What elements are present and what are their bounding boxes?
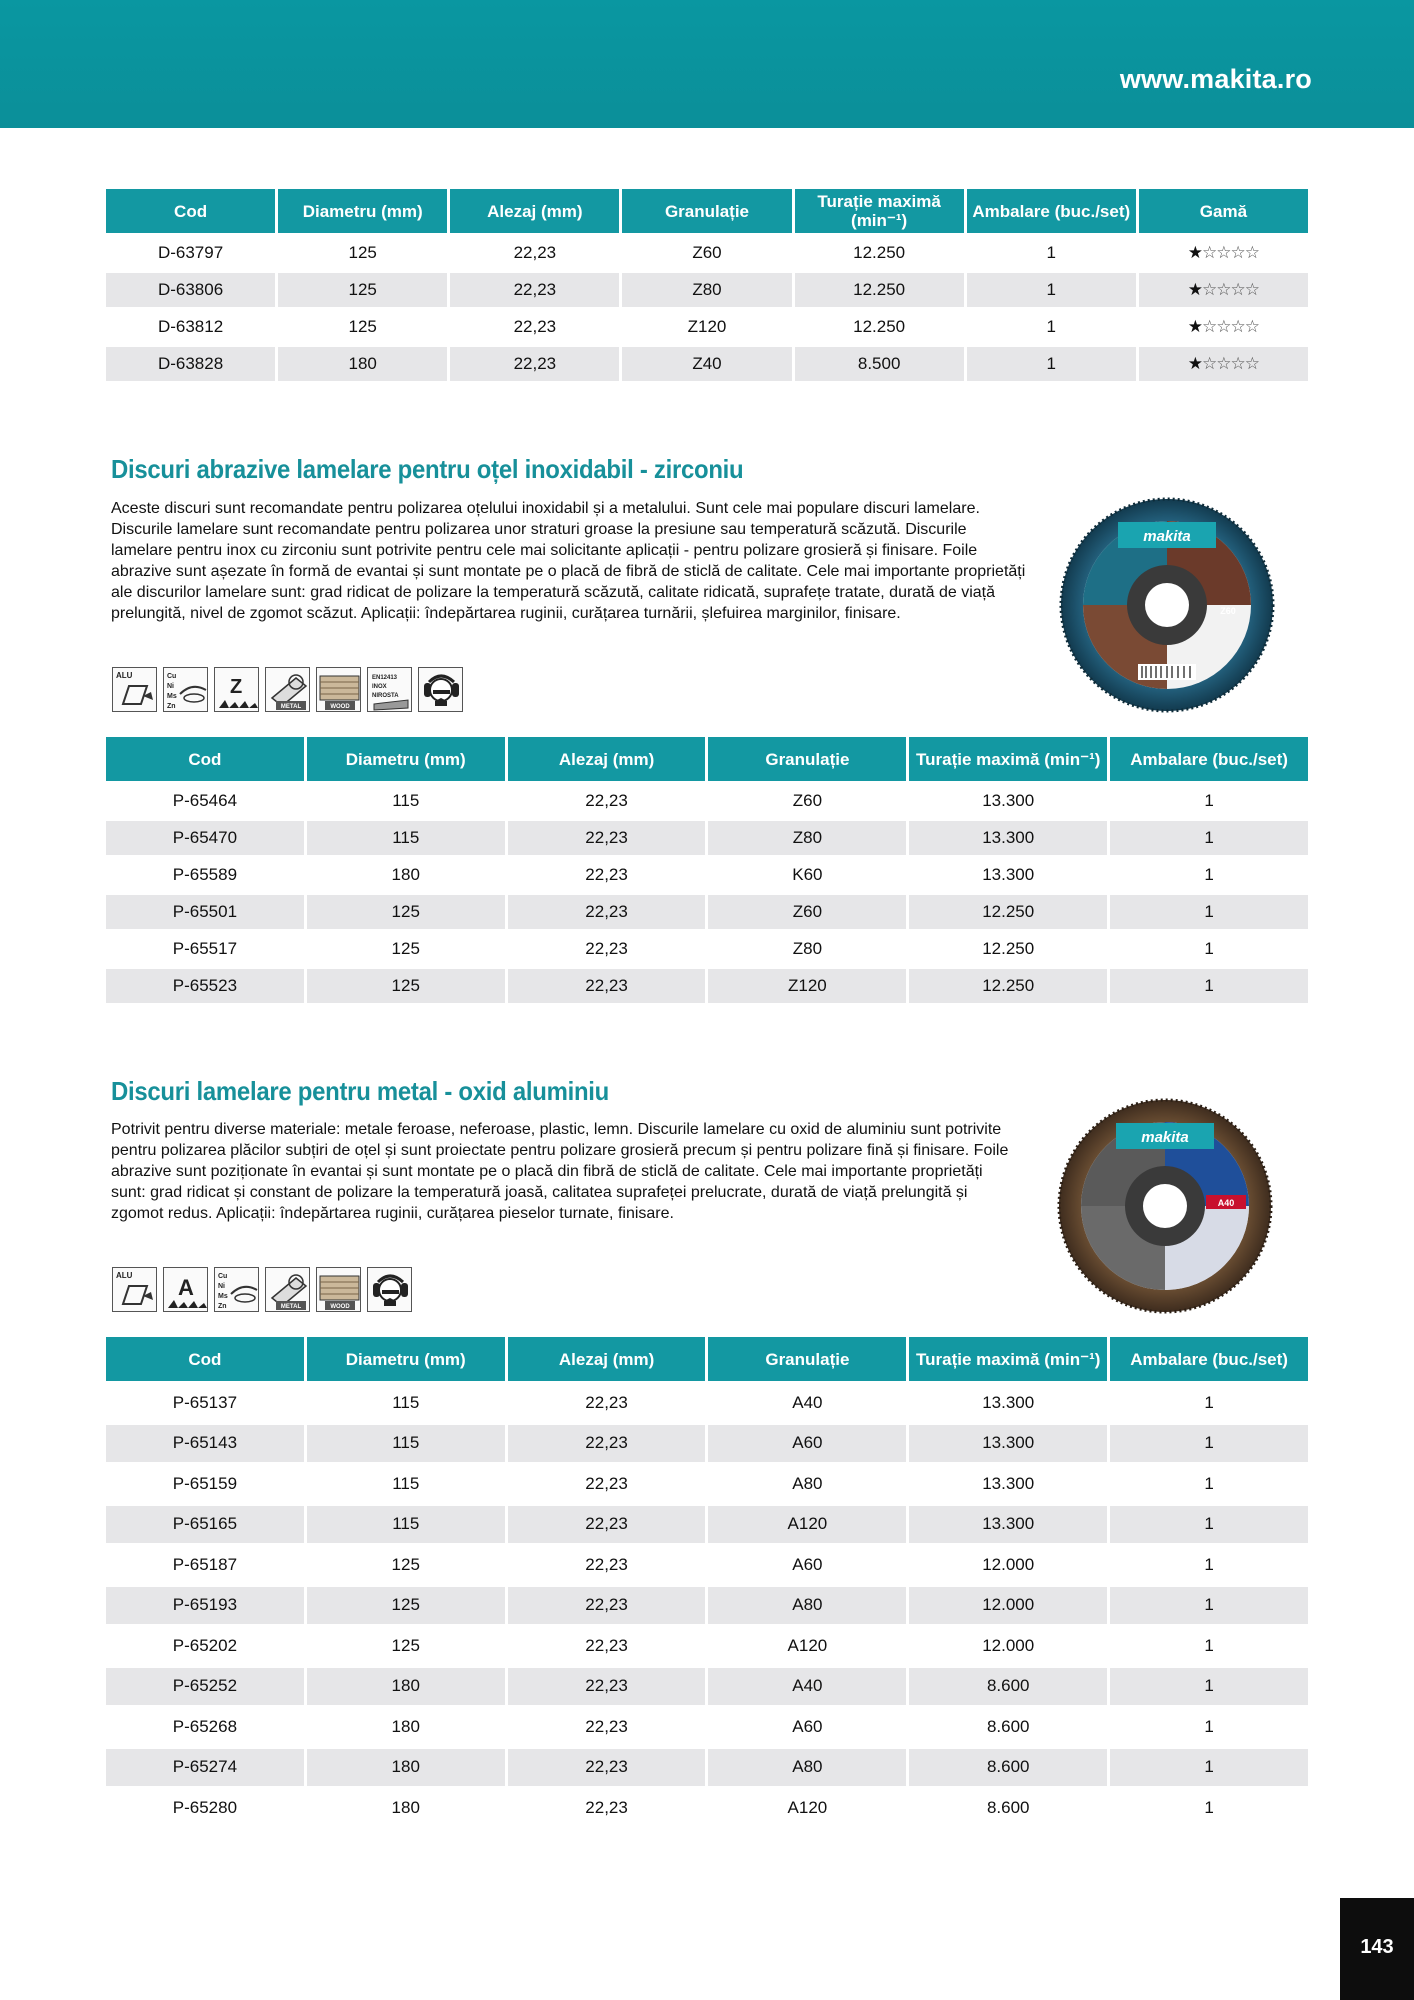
- column-header: Cod: [106, 189, 275, 236]
- table-row: [106, 1465, 1308, 1506]
- table-cell: 1: [1110, 784, 1308, 821]
- table-row: [106, 1668, 1308, 1709]
- table-cell: P-65252: [106, 1668, 304, 1709]
- table-cell: P-65159: [106, 1465, 304, 1506]
- column-header: Gamă: [1139, 189, 1308, 236]
- table-cell: 115: [307, 1384, 505, 1425]
- table-cell: 1: [967, 273, 1136, 310]
- rating-cell: [1139, 347, 1308, 384]
- star-empty-icon: ☆: [1244, 243, 1260, 262]
- table-cell: 1: [1110, 1546, 1308, 1587]
- table-cell: P-65517: [106, 932, 304, 969]
- table-cell: 12.250: [909, 895, 1107, 932]
- inox-standard-icon: [367, 667, 412, 712]
- table-row: [106, 821, 1308, 858]
- column-header: Turație maximă (min⁻¹): [795, 189, 964, 236]
- table-row: [106, 1506, 1308, 1547]
- table-header-row: [106, 189, 1308, 236]
- table-cell: Z40: [622, 347, 791, 384]
- table-cell: P-65470: [106, 821, 304, 858]
- column-header: Ambalare (buc./set): [1110, 1337, 1308, 1384]
- table-cell: 12.250: [909, 932, 1107, 969]
- table-cell: P-65202: [106, 1627, 304, 1668]
- star-filled-icon: ★: [1187, 280, 1203, 299]
- icon-label: Ni: [167, 683, 174, 690]
- table-cell: 180: [307, 1789, 505, 1830]
- table-cell: 1: [1110, 1425, 1308, 1466]
- column-header: Cod: [106, 1337, 304, 1384]
- star-empty-icon: ☆: [1230, 317, 1245, 336]
- table-cell: P-65589: [106, 858, 304, 895]
- star-rating-icon: [1188, 354, 1259, 373]
- section-title-zirconium: Discuri abrazive lamelare pentru oțel inoxidabil - zirconiu: [111, 454, 744, 484]
- table-cell: 115: [307, 1465, 505, 1506]
- table-cell: 13.300: [909, 858, 1107, 895]
- icon-label: Cu: [218, 1273, 228, 1280]
- star-empty-icon: ☆: [1202, 243, 1217, 262]
- table-row: [106, 1749, 1308, 1790]
- disc-grit-text: Z60: [1220, 606, 1236, 616]
- table-cell: Z80: [708, 821, 906, 858]
- alu-icon: [112, 667, 157, 712]
- star-empty-icon: ☆: [1216, 243, 1231, 262]
- column-header: Diametru (mm): [278, 189, 447, 236]
- column-header: Granulație: [622, 189, 791, 236]
- icon-label: EN12413: [372, 675, 398, 681]
- table-cell: 180: [278, 347, 447, 384]
- column-header: Turație maximă (min⁻¹): [909, 1337, 1107, 1384]
- table-cell: P-65274: [106, 1749, 304, 1790]
- disc-brand-text: makita: [1141, 1129, 1189, 1146]
- star-empty-icon: ☆: [1244, 317, 1260, 336]
- table-cell: D-63797: [106, 236, 275, 273]
- section-description-aluminium-oxide: Potrivit pentru diverse materiale: metale feroase, neferoase, plastic, lemn. Discurile lamelare cu oxid de aluminiu sunt potrivite pentru polizarea plăcilor subțiri de oțel și sunt proiectate pentru polizare grosieră precum și pentru polizare fină și finisare. Foile abrazive sunt poziționate în evantai și sunt montate pe o placă din fibră de sticlă de calitate. Cele mai importante proprietăți sunt: grad ridicat și constant de polizare la temperatură joasă, calitatea suprafeței prelucrate, durată de viață prelungită și zgomot redus. Aplicații: îndepărtarea ruginii, curățarea pieselor turnate, finisare.: [111, 1121, 1009, 1222]
- table-cell: 125: [307, 932, 505, 969]
- cu-ni-ms-zn-icon: [163, 667, 208, 712]
- table-row: [106, 784, 1308, 821]
- table-cell: A80: [708, 1465, 906, 1506]
- table-row: [106, 1384, 1308, 1425]
- table-cell: 180: [307, 1668, 505, 1709]
- table-cell: 125: [278, 273, 447, 310]
- table-cell: 22,23: [508, 1506, 706, 1547]
- table-cell: 22,23: [508, 895, 706, 932]
- table-cell: K60: [708, 858, 906, 895]
- table-cell: Z120: [708, 969, 906, 1006]
- table-cell: A80: [708, 1587, 906, 1628]
- table-cell: 125: [307, 1627, 505, 1668]
- table-cell: 8.600: [909, 1749, 1107, 1790]
- table-cell: 13.300: [909, 1506, 1107, 1547]
- metal-icon: [265, 1267, 310, 1312]
- table-cell: 22,23: [508, 969, 706, 1006]
- table-cell: A120: [708, 1627, 906, 1668]
- table-cell: Z80: [622, 273, 791, 310]
- table-cell: 1: [1110, 821, 1308, 858]
- table-cell: 1: [1110, 1465, 1308, 1506]
- table-cell: 1: [1110, 969, 1308, 1006]
- table-row: [106, 1546, 1308, 1587]
- table-cell: P-65280: [106, 1789, 304, 1830]
- icon-label: Zn: [167, 703, 176, 710]
- table-cell: 22,23: [450, 273, 619, 310]
- safety-gear-icon: [418, 667, 463, 712]
- table-cell: P-65523: [106, 969, 304, 1006]
- icon-label: INOX: [372, 684, 387, 690]
- icon-label: Ni: [218, 1283, 225, 1290]
- table-cell: 22,23: [508, 1425, 706, 1466]
- table-cell: 22,23: [508, 1546, 706, 1587]
- star-empty-icon: ☆: [1230, 243, 1245, 262]
- table-cell: 13.300: [909, 1425, 1107, 1466]
- table-cell: 1: [1110, 895, 1308, 932]
- icon-label: NIROSTA: [372, 693, 399, 699]
- table-row: [106, 1425, 1308, 1466]
- table-cell: 115: [307, 1506, 505, 1547]
- table-cell: 12.250: [795, 310, 964, 347]
- wood-icon: [316, 1267, 361, 1312]
- table-cell: Z120: [622, 310, 791, 347]
- table-cell: 1: [1110, 1506, 1308, 1547]
- table-cell: Z60: [708, 895, 906, 932]
- table-header-row: [106, 1337, 1308, 1384]
- section-description-zirconium: Aceste discuri sunt recomandate pentru polizarea oțelului inoxidabil și a metalului. Sunt cele mai populare discuri lamelare. Discurile lamelare sunt recomandate pentru polizarea unor straturi groase la presiune sau temperatură scăzută. Discurile lamelare pentru inox cu zirconiu sunt potrivite pentru cele mai solicitante aplicații - pentru polizare grosieră și finisare. Foile abrazive sunt așezate în formă de evantai și sunt montate pe o placă de fibră de sticlă de calitate. Cele mai importante proprietăți ale discurilor lamelare sunt: grad ridicat de polizare la temperatură scăzută, calitate ridicată, suprafețe tratate, durată de viață prelungită, nivel de zgomot scăzut. Aplicații: îndepărtarea ruginii, curățarea turnării, șlefuirea marginilor, finisare.: [111, 500, 1026, 622]
- table-cell: 22,23: [508, 932, 706, 969]
- table-row: [106, 858, 1308, 895]
- rating-cell: [1139, 273, 1308, 310]
- table-cell: 1: [1110, 1384, 1308, 1425]
- safety-gear-icon: [367, 1267, 412, 1312]
- table-cell: Z60: [708, 784, 906, 821]
- table-cell: A120: [708, 1506, 906, 1547]
- table-row: [106, 273, 1308, 310]
- table-cell: 8.600: [909, 1789, 1107, 1830]
- table-cell: 125: [307, 1546, 505, 1587]
- table-cell: 12.000: [909, 1627, 1107, 1668]
- cu-ni-ms-zn-icon: [214, 1267, 259, 1312]
- table-cell: D-63812: [106, 310, 275, 347]
- table-row: [106, 932, 1308, 969]
- table-cell: 1: [1110, 1627, 1308, 1668]
- star-rating-icon: [1188, 317, 1259, 336]
- disc-grit-text: A40: [1217, 1198, 1235, 1208]
- table-cell: A120: [708, 1789, 906, 1830]
- table-cell: A60: [708, 1425, 906, 1466]
- table-cell: 22,23: [508, 1708, 706, 1749]
- star-filled-icon: ★: [1187, 354, 1203, 373]
- table-cell: P-65501: [106, 895, 304, 932]
- table-cell: 1: [1110, 932, 1308, 969]
- zirconium-z-icon: [214, 667, 259, 712]
- table-cell: 12.250: [795, 236, 964, 273]
- icon-label: ALU: [116, 671, 133, 680]
- icon-label: WOOD: [330, 1304, 350, 1310]
- table-cell: 125: [278, 310, 447, 347]
- table-cell: 13.300: [909, 784, 1107, 821]
- icon-label: METAL: [280, 1304, 302, 1310]
- table-cell: 180: [307, 858, 505, 895]
- table-cell: 22,23: [508, 784, 706, 821]
- icon-label: Zn: [218, 1303, 227, 1310]
- table-cell: 125: [307, 969, 505, 1006]
- table-cell: 22,23: [508, 1749, 706, 1790]
- table-cell: 115: [307, 821, 505, 858]
- icon-label: Ms: [167, 693, 177, 700]
- table-cell: P-65193: [106, 1587, 304, 1628]
- table-cell: 13.300: [909, 1465, 1107, 1506]
- table-cell: 1: [1110, 1708, 1308, 1749]
- table-cell: 22,23: [450, 347, 619, 384]
- table-cell: 8.500: [795, 347, 964, 384]
- flap-disc-aluminium-oxide-image: [1056, 1097, 1274, 1315]
- column-header: Alezaj (mm): [508, 737, 706, 784]
- alu-icon: [112, 1267, 157, 1312]
- table-cell: 1: [1110, 1668, 1308, 1709]
- table-row: [106, 1627, 1308, 1668]
- table-cell: 1: [967, 310, 1136, 347]
- icon-label: ALU: [116, 1271, 133, 1280]
- table-cell: D-63806: [106, 273, 275, 310]
- star-filled-icon: ★: [1187, 243, 1203, 262]
- column-header: Granulație: [708, 1337, 906, 1384]
- table-cell: 13.300: [909, 821, 1107, 858]
- table-cell: Z80: [708, 932, 906, 969]
- table-cell: A60: [708, 1546, 906, 1587]
- table-cell: 22,23: [508, 821, 706, 858]
- section-title-aluminium-oxide: Discuri lamelare pentru metal - oxid aluminiu: [111, 1076, 610, 1106]
- icon-label: Ms: [218, 1293, 228, 1300]
- table-cell: 12.250: [909, 969, 1107, 1006]
- table-cell: A60: [708, 1708, 906, 1749]
- table-cell: A40: [708, 1668, 906, 1709]
- table-cell: 1: [1110, 1789, 1308, 1830]
- star-empty-icon: ☆: [1216, 317, 1231, 336]
- table-cell: 125: [307, 1587, 505, 1628]
- table-cell: 22,23: [508, 1465, 706, 1506]
- table-cell: P-65187: [106, 1546, 304, 1587]
- page-number: 143: [1340, 1898, 1414, 2000]
- table-cell: P-65143: [106, 1425, 304, 1466]
- table-row: [106, 236, 1308, 273]
- spec-table-3: [103, 1337, 1311, 1830]
- icon-label: Z: [230, 676, 243, 698]
- table-row: [106, 969, 1308, 1006]
- table-cell: P-65137: [106, 1384, 304, 1425]
- table-cell: Z60: [622, 236, 791, 273]
- metal-icon: [265, 667, 310, 712]
- star-empty-icon: ☆: [1230, 354, 1245, 373]
- table-cell: P-65268: [106, 1708, 304, 1749]
- table-cell: 12.250: [795, 273, 964, 310]
- table-row: [106, 310, 1308, 347]
- column-header: Ambalare (buc./set): [967, 189, 1136, 236]
- table-header-row: [106, 737, 1308, 784]
- table-cell: 1: [1110, 858, 1308, 895]
- table-cell: 22,23: [508, 1627, 706, 1668]
- spec-table-2: [103, 737, 1311, 1006]
- feature-icons-zirconium: [112, 667, 463, 712]
- star-empty-icon: ☆: [1216, 354, 1231, 373]
- column-header: Alezaj (mm): [450, 189, 619, 236]
- star-filled-icon: ★: [1187, 317, 1203, 336]
- aluminium-oxide-a-icon: [163, 1267, 208, 1312]
- table-cell: 22,23: [508, 1384, 706, 1425]
- table-cell: 1: [967, 236, 1136, 273]
- table-cell: 22,23: [450, 310, 619, 347]
- table-cell: 125: [278, 236, 447, 273]
- table-cell: 22,23: [508, 1789, 706, 1830]
- table-cell: 115: [307, 1425, 505, 1466]
- table-cell: 8.600: [909, 1668, 1107, 1709]
- table-cell: 22,23: [508, 858, 706, 895]
- column-header: Diametru (mm): [307, 737, 505, 784]
- table-cell: D-63828: [106, 347, 275, 384]
- star-empty-icon: ☆: [1230, 280, 1245, 299]
- table-cell: A40: [708, 1384, 906, 1425]
- table-row: [106, 1708, 1308, 1749]
- icon-label: WOOD: [330, 704, 350, 710]
- table-cell: P-65464: [106, 784, 304, 821]
- icon-label: METAL: [280, 704, 302, 710]
- disc-brand-text: makita: [1143, 528, 1191, 545]
- star-empty-icon: ☆: [1216, 280, 1231, 299]
- table-cell: P-65165: [106, 1506, 304, 1547]
- table-cell: 12.000: [909, 1587, 1107, 1628]
- star-rating-icon: [1188, 243, 1259, 262]
- icon-label: A: [178, 1275, 194, 1300]
- column-header: Granulație: [708, 737, 906, 784]
- column-header: Diametru (mm): [307, 1337, 505, 1384]
- column-header: Alezaj (mm): [508, 1337, 706, 1384]
- table-row: [106, 1789, 1308, 1830]
- table-cell: 22,23: [450, 236, 619, 273]
- table-cell: 22,23: [508, 1668, 706, 1709]
- wood-icon: [316, 667, 361, 712]
- feature-icons-aluminium-oxide: [112, 1267, 412, 1312]
- column-header: Ambalare (buc./set): [1110, 737, 1308, 784]
- spec-table-1: [103, 189, 1311, 384]
- table-row: [106, 1587, 1308, 1628]
- table-row: [106, 347, 1308, 384]
- flap-disc-zirconium-image: [1058, 496, 1276, 714]
- table-row: [106, 895, 1308, 932]
- table-cell: 180: [307, 1749, 505, 1790]
- table-cell: 13.300: [909, 1384, 1107, 1425]
- website-url[interactable]: www.makita.ro: [1119, 64, 1312, 94]
- icon-label: Cu: [167, 673, 177, 680]
- rating-cell: [1139, 310, 1308, 347]
- table-cell: 115: [307, 784, 505, 821]
- star-empty-icon: ☆: [1202, 354, 1217, 373]
- star-empty-icon: ☆: [1202, 317, 1217, 336]
- rating-cell: [1139, 236, 1308, 273]
- table-cell: 1: [1110, 1587, 1308, 1628]
- table-cell: 1: [1110, 1749, 1308, 1790]
- table-cell: A80: [708, 1749, 906, 1790]
- column-header: Cod: [106, 737, 304, 784]
- page-header: [0, 0, 1414, 128]
- table-cell: 8.600: [909, 1708, 1107, 1749]
- table-cell: 12.000: [909, 1546, 1107, 1587]
- star-empty-icon: ☆: [1244, 354, 1260, 373]
- table-cell: 22,23: [508, 1587, 706, 1628]
- star-empty-icon: ☆: [1202, 280, 1217, 299]
- star-rating-icon: [1188, 280, 1259, 299]
- table-cell: 1: [967, 347, 1136, 384]
- table-cell: 125: [307, 895, 505, 932]
- column-header: Turație maximă (min⁻¹): [909, 737, 1107, 784]
- table-cell: 180: [307, 1708, 505, 1749]
- star-empty-icon: ☆: [1244, 280, 1260, 299]
